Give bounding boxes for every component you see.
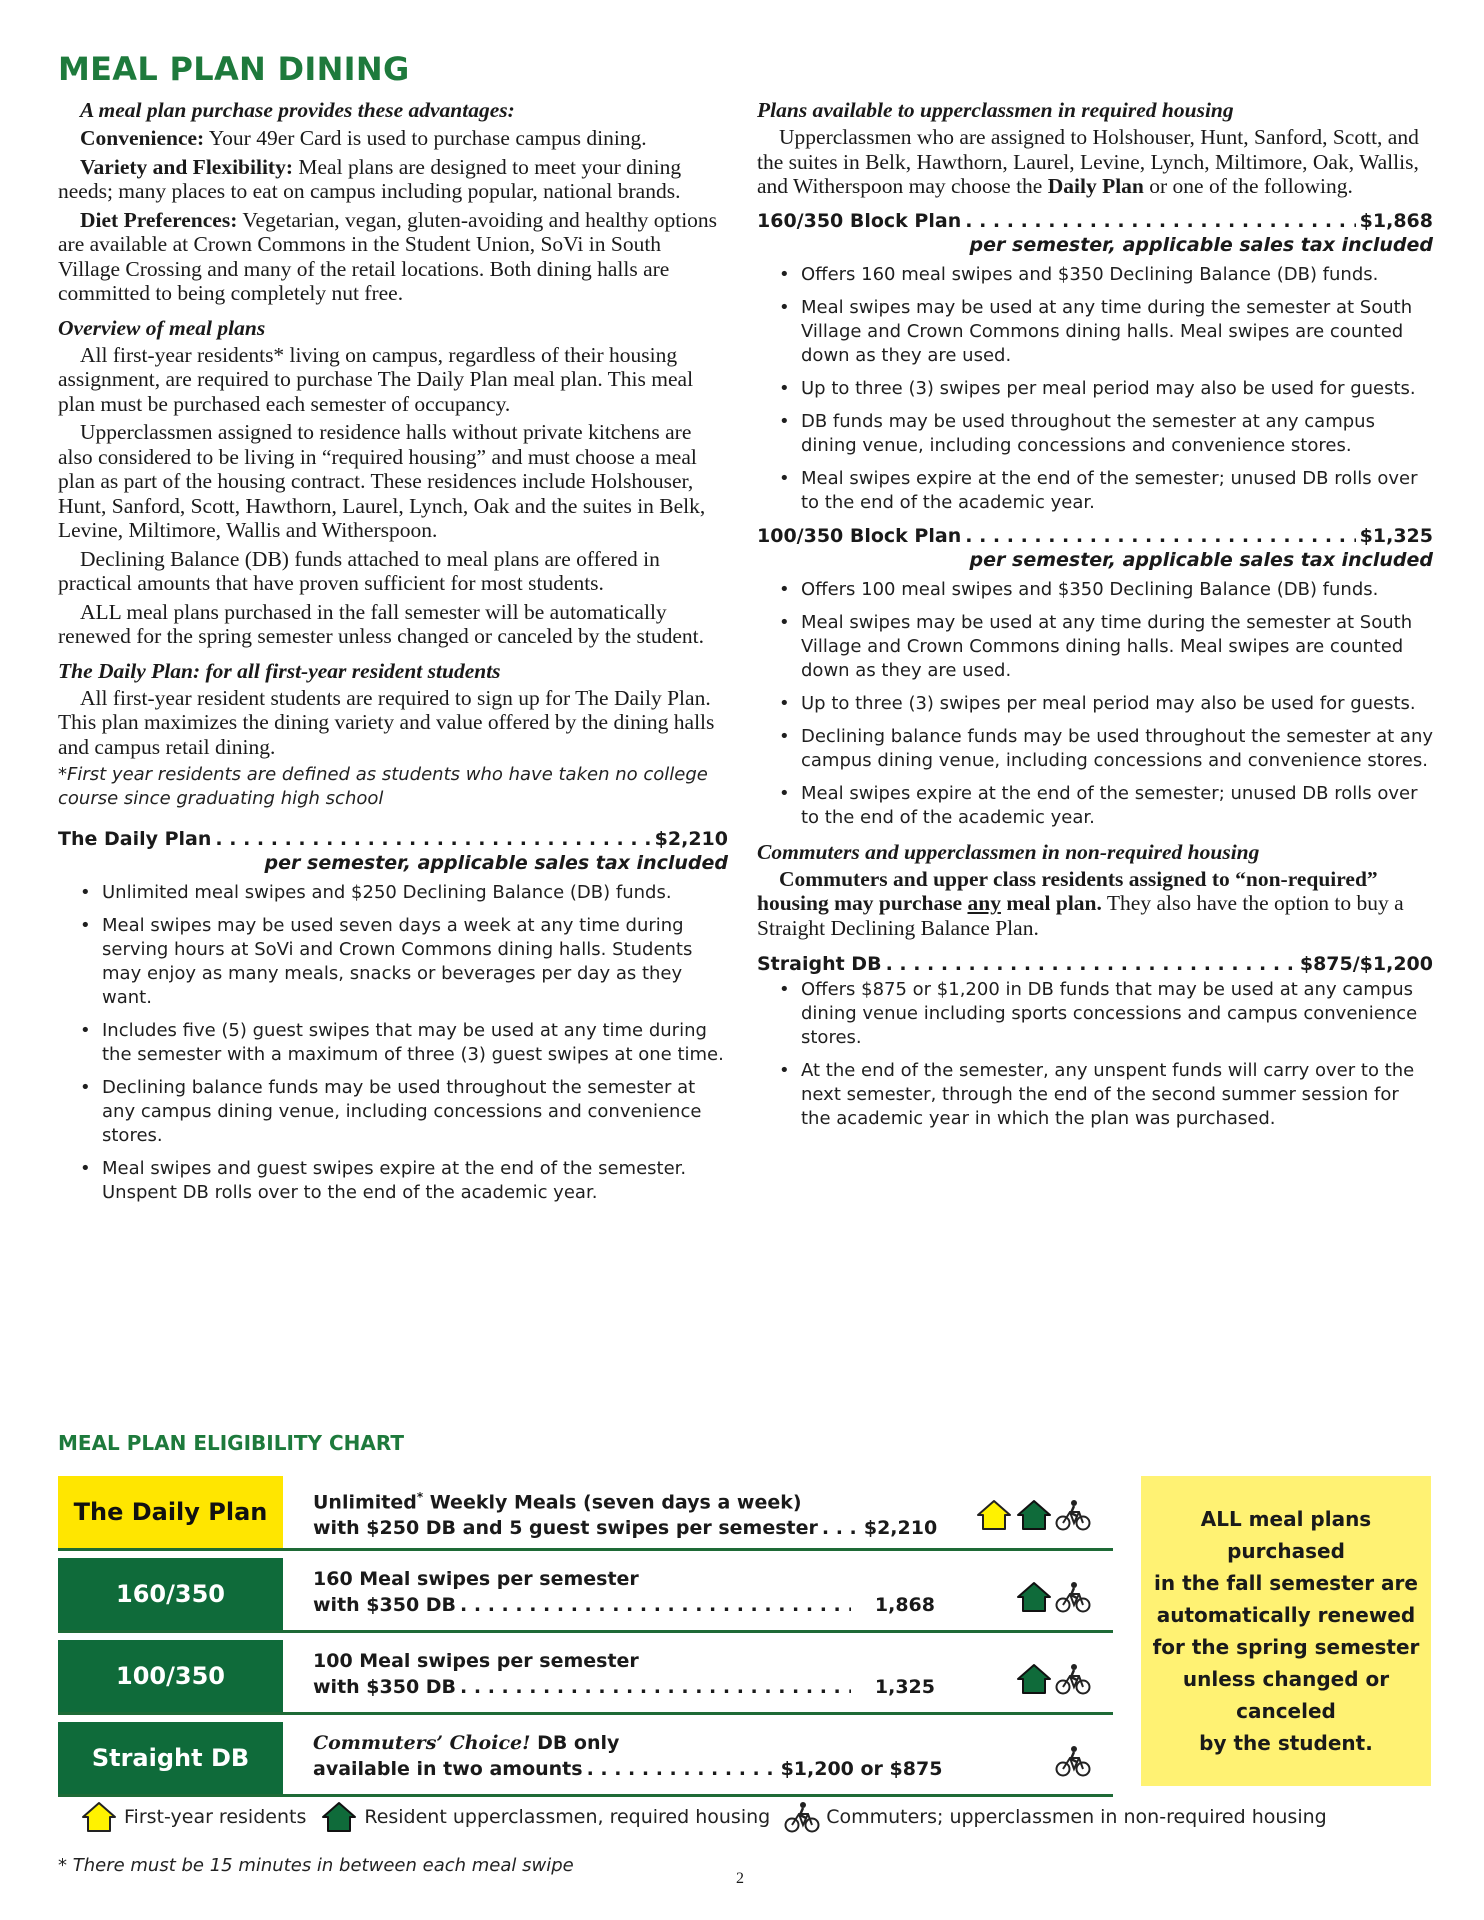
list-item: • Meal swipes and guest swipes expire at the end of the semester. Unspent DB rolls over to the end of the academic year.: [80, 1157, 728, 1205]
house-outline-yellow-icon: [80, 1800, 118, 1834]
list-item: • Meal swipes expire at the end of the semester; unused DB rolls over to the end of the academic year.: [779, 782, 1433, 830]
list-item: • Meal swipes may be used at any time during the semester at South Village and Crown Commons dining halls. Meal swipes are counted down as they are used.: [779, 296, 1433, 368]
plan-price: $875/$1,200: [1299, 953, 1433, 975]
house-solid-green-icon: [1015, 1662, 1053, 1696]
plan-price-note: per semester, applicable sales tax included: [264, 852, 728, 874]
page-number: 2: [736, 1870, 744, 1887]
eligibility-chart-heading: MEAL PLAN ELIGIBILITY CHART: [58, 1431, 405, 1455]
bicycle-rider-icon: [1055, 1744, 1091, 1778]
list-item: • Meal swipes may be used at any time during the semester at South Village and Crown Commons dining halls. Meal swipes are counted down as they are used.: [779, 611, 1433, 683]
dot-leader: [215, 827, 650, 851]
house-solid-green-icon: [320, 1800, 358, 1834]
list-item: • DB funds may be used throughout the semester at any campus dining venue, including concessions and convenience stores.: [779, 410, 1433, 458]
plan-name: 100/350 Block Plan: [757, 524, 962, 547]
diet-paragraph: Diet Preferences: Vegetarian, vegan, gluten-avoiding and healthy options are available at Crown Commons in the Student Union, SoVi in South Village Crossing and many of the retail locations. Both dining halls are committed to being completely nut free.: [58, 207, 718, 305]
dot-leader: [822, 1515, 860, 1541]
plan-name: The Daily Plan: [58, 828, 212, 850]
plan-160-price-line: [757, 209, 1433, 233]
plan-name: Straight DB: [757, 953, 882, 975]
commuters-paragraph: Commuters and upper class residents assigned to “non-required” housing may purchase any meal plan. They also have the option to buy a Straight Declining Balance Plan.: [757, 866, 1404, 940]
bicycle-rider-icon: [1055, 1498, 1091, 1532]
row-description: Commuters’ Choice! DB only available in two amounts . . . $1,200 or $875: [313, 1730, 963, 1782]
eligibility-chart: [58, 1476, 1113, 1804]
dot-leader: [587, 1756, 777, 1782]
row-description: 160 Meal swipes per semester with $350 DB . . . 1,868: [313, 1566, 963, 1618]
row-price: $1,200 or $875: [780, 1758, 943, 1780]
chart-row-100-350: [58, 1640, 1113, 1715]
convenience-paragraph: Convenience: Your 49er Card is used to purchase campus dining.: [80, 126, 647, 150]
eligibility-icons: [1015, 1580, 1091, 1614]
plan-price-note: per semester, applicable sales tax included: [969, 233, 1433, 256]
row-description: Unlimited* Weekly Meals (seven days a week) with $250 DB and 5 guest swipes per semester . . . $2,210: [313, 1484, 963, 1541]
list-item: • Up to three (3) swipes per meal period may also be used for guests.: [779, 377, 1433, 401]
chart-row-straight-db: [58, 1722, 1113, 1797]
list-item: • Meal swipes expire at the end of the semester; unused DB rolls over to the end of the academic year.: [779, 467, 1433, 515]
eligibility-icons: [1055, 1744, 1091, 1778]
straight-db-bullets: [757, 978, 1433, 1131]
plan-100-bullets: [757, 578, 1433, 830]
plan-price: $1,868: [1359, 209, 1433, 232]
list-item: • Up to three (3) swipes per meal period may also be used for guests.: [779, 692, 1433, 716]
intro-heading: A meal plan purchase provides these advantages:: [80, 98, 515, 122]
meal-swipe-footnote: * There must be 15 minutes in between each meal swipe: [58, 1855, 574, 1876]
eligibility-icons: [975, 1498, 1091, 1532]
list-item: • Offers 160 meal swipes and $350 Declining Balance (DB) funds.: [779, 263, 1433, 287]
overview-heading: Overview of meal plans: [58, 315, 266, 340]
dot-leader: [965, 209, 1355, 233]
legend-first-year: First-year residents: [80, 1800, 306, 1834]
plan-price: $1,325: [1359, 524, 1433, 547]
overview-paragraph-3: Declining Balance (DB) funds attached to meal plans are offered in practical amounts that have proven sufficient for most students.: [58, 546, 660, 595]
row-price: $2,210: [863, 1517, 938, 1540]
bicycle-rider-icon: [784, 1800, 820, 1834]
right-column: [757, 98, 1433, 1140]
legend-upperclassmen: Resident upperclassmen, required housing: [320, 1800, 770, 1834]
plan-price: $2,210: [654, 828, 728, 850]
dot-leader: [886, 952, 1296, 976]
overview-paragraph-4: ALL meal plans purchased in the fall semester will be automatically renewed for the spring semester unless changed or canceled by the student.: [58, 599, 704, 648]
row-price: 1,868: [874, 1594, 935, 1616]
commuters-choice-tag: Commuters’ Choice!: [313, 1732, 531, 1754]
row-label: The Daily Plan: [58, 1476, 283, 1548]
eligibility-icons: [1015, 1662, 1091, 1696]
row-label: 160/350: [58, 1558, 283, 1630]
bicycle-rider-icon: [1055, 1662, 1091, 1696]
upperclassmen-heading: Plans available to upperclassmen in required housing: [757, 98, 1234, 122]
dot-leader: [965, 524, 1355, 548]
dot-leader: [460, 1592, 851, 1618]
chart-row-160-350: [58, 1558, 1113, 1633]
row-price: 1,325: [874, 1676, 935, 1698]
house-outline-yellow-icon: [975, 1498, 1013, 1532]
daily-plan-bullets: [58, 881, 728, 1205]
straight-db-price-line: [757, 952, 1433, 976]
left-column: [58, 98, 728, 1214]
house-solid-green-icon: [1015, 1498, 1053, 1532]
daily-plan-heading: The Daily Plan: for all first-year resident students: [58, 658, 501, 683]
house-solid-green-icon: [1015, 1580, 1053, 1614]
list-item: • Unlimited meal swipes and $250 Declining Balance (DB) funds.: [80, 881, 728, 905]
plan-price-note: per semester, applicable sales tax included: [969, 548, 1433, 571]
list-item: • Offers $875 or $1,200 in DB funds that may be used at any campus dining venue including sports concessions and campus convenience stores.: [779, 978, 1433, 1050]
row-label: 100/350: [58, 1640, 283, 1712]
plan-160-bullets: [757, 263, 1433, 515]
list-item: • Includes five (5) guest swipes that may be used at any time during the semester with a maximum of three (3) guest swipes at one time.: [80, 1019, 728, 1067]
row-description: 100 Meal swipes per semester with $350 DB . . . 1,325: [313, 1648, 963, 1700]
commuters-heading: Commuters and upperclassmen in non-required housing: [757, 839, 1260, 864]
list-item: • Declining balance funds may be used throughout the semester at any campus dining venue, including concessions and convenience stores.: [80, 1076, 728, 1148]
legend-commuters: Commuters; upperclassmen in non-required housing: [784, 1800, 1327, 1834]
daily-plan-paragraph: All first-year resident students are required to sign up for The Daily Plan. This plan maximizes the dining variety and value offered by the dining halls and campus retail dining.: [58, 685, 715, 759]
variety-paragraph: Variety and Flexibility: Meal plans are designed to meet your dining needs; many places to eat on campus including popular, national brands.: [58, 154, 682, 203]
overview-paragraph-1: All first-year residents* living on campus, regardless of their housing assignment, are required to purchase The Daily Plan meal plan. This meal plan must be purchased each semester of occupancy.: [58, 342, 694, 416]
bicycle-rider-icon: [1055, 1580, 1091, 1614]
plan-100-price-line: [757, 524, 1433, 548]
upperclassmen-paragraph: Upperclassmen who are assigned to Holshouser, Hunt, Sanford, Scott, and the suites in Belk, Hawthorn, Laurel, Levine, Lynch, Miltimore, Oak, Wallis, and Witherspoon may choose the Daily Plan or one of the following.: [757, 125, 1419, 198]
list-item: • Meal swipes may be used seven days a week at any time during serving hours at SoVi and Crown Commons dining halls. Students may enjoy as many meals, snacks or beverages per day as they want.: [80, 914, 728, 1010]
chart-legend: [80, 1800, 1341, 1834]
row-label: Straight DB: [58, 1722, 283, 1794]
list-item: • At the end of the semester, any unspent funds will carry over to the next semester, through the end of the second summer session for the academic year in which the plan was purchased.: [779, 1059, 1433, 1131]
list-item: • Offers 100 meal swipes and $350 Declining Balance (DB) funds.: [779, 578, 1433, 602]
list-item: • Declining balance funds may be used throughout the semester at any campus dining venue, including concessions and convenience stores.: [779, 725, 1433, 773]
auto-renew-callout: ALL meal plans purchased in the fall semester are automatically renewed for the spring semester unless changed or canceled by the student.: [1141, 1476, 1431, 1786]
chart-row-daily-plan: [58, 1476, 1113, 1551]
plan-name: 160/350 Block Plan: [757, 209, 962, 232]
dot-leader: [460, 1674, 851, 1700]
daily-plan-price-line: [58, 827, 728, 851]
overview-paragraph-2: Upperclassmen assigned to residence halls without private kitchens are also considered to be living in “required housing” and must choose a meal plan as part of the housing contract. These residences include Holshouser, Hunt, Sanford, Scott, Hawthorn, Laurel, Lynch, Oak and the suites in Belk, Levine, Miltimore, Wallis and Witherspoon.: [58, 420, 706, 542]
first-year-footnote: *First year residents are defined as students who have taken no college course since graduating high school: [58, 764, 708, 809]
page-title: MEAL PLAN DINING: [58, 50, 410, 88]
